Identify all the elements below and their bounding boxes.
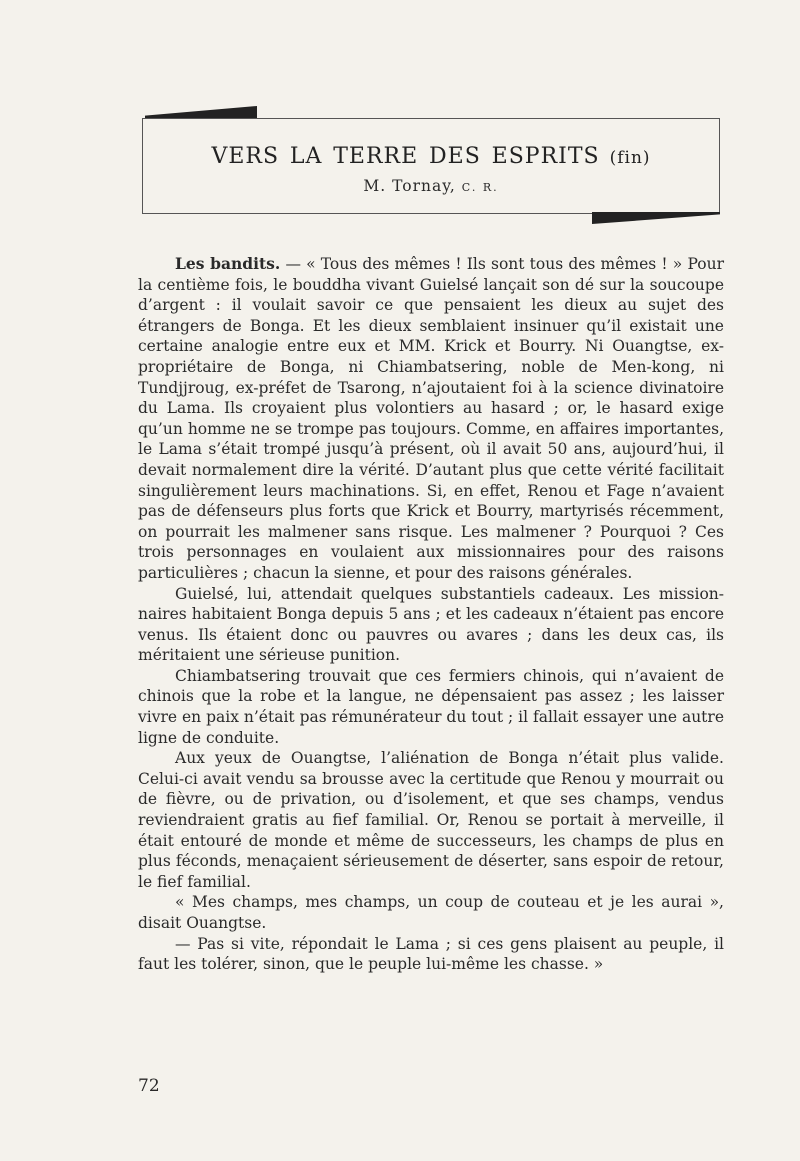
author-name: M. Tornay, [363, 177, 456, 195]
paragraph: « Mes champs, mes champs, un coup de couteau et je les aurai », disait Ouangtse. [138, 893, 724, 932]
paragraph: Guielsé, lui, attendait quelques substantiels cadeaux. Les mission-naires habitaient Bonga depuis 5 ans ; et les cadeaux n’étaient pas encore venus. Ils étaient donc ou pauvres ou avares ; dans les deux cas, ils méritaient une sérieuse punition. [138, 584, 724, 665]
title-rule-left [145, 106, 257, 118]
title-rule-right [592, 212, 720, 224]
paragraph: — Pas si vite, répondait le Lama ; si ces gens plaisent au peuple, il faut les tolérer, sinon, que le peuple lui-même les chasse. » [138, 934, 724, 974]
article-title [143, 135, 719, 171]
article-title-suffix: (fin) [609, 148, 651, 168]
paragraph [138, 254, 724, 584]
article-title-main: vers la terre des esprits [211, 135, 600, 171]
author-line [143, 177, 719, 195]
page-number: 72 [138, 1076, 160, 1096]
paragraph-text: — « Tous des mêmes ! Ils sont tous des mêmes ! » Pour la centième fois, le bouddha vivant Guielsé lançait son dé sur la soucoupe d’argent : il voulait savoir ce que pensaient les dieux au sujet des étrangers de Bonga. Et les dieux semblaient insinuer qu’il existait une certaine analogie entre eux et MM. Krick et Bourry. Ni Ouangtse, ex-propriétaire de Bonga, ni Chiambatsering, noble de Men-kong, ni Tundjjroug, ex-préfet de Tsarong, n’ajoutaient foi à la science divinatoire du Lama. Ils croyaient plus volontiers au hasard ; or, le hasard exige qu’un homme ne se trompe pas toujours. Comme, en affaires importantes, le Lama s’était trompé jusqu’à présent, où il avait 50 ans, aujourd’hui, il devait normalement dire la vérité. D’autant plus que cette vérité facilitait singulièrement leurs machinations. Si, en effet, Renou et Fage n’avaient pas de défenseurs plus forts que Krick et Bourry, martyrisés récemment, on pourrait les malmener sans risque. Les malmener ? Pourquoi ? Ces trois personnages en voulaient aux missionnaires pour des raisons particulières ; chacun la sienne, et pour des raisons générales. [138, 255, 724, 582]
paragraph: Chiambatsering trouvait que ces fermiers chinois, qui n’avaient de chinois que la robe et la langue, ne dépensaient pas assez ; les laisser vivre en paix n’était pas rémunérateur du tout ; il fallait essayer une autre ligne de conduite. [138, 666, 724, 747]
paragraph: Aux yeux de Ouangtse, l’aliénation de Bonga n’était plus valide. Celui-ci avait vendu sa brousse avec la certitude que Renou y mourrait ou de fièvre, ou de privation, ou d’isolement, et que ses champs, vendus reviendraient gratis au fief familial. Or, Renou se portait à merveille, il était entouré de monde et même de successeurs, les champs de plus en plus féconds, menaçaient sérieusement de déserter, sans espoir de retour, le fief familial. [138, 749, 724, 891]
title-box [142, 118, 720, 214]
author-suffix: C. R. [461, 181, 499, 194]
article-body [138, 254, 724, 975]
lead-in: Les bandits. [175, 254, 281, 273]
